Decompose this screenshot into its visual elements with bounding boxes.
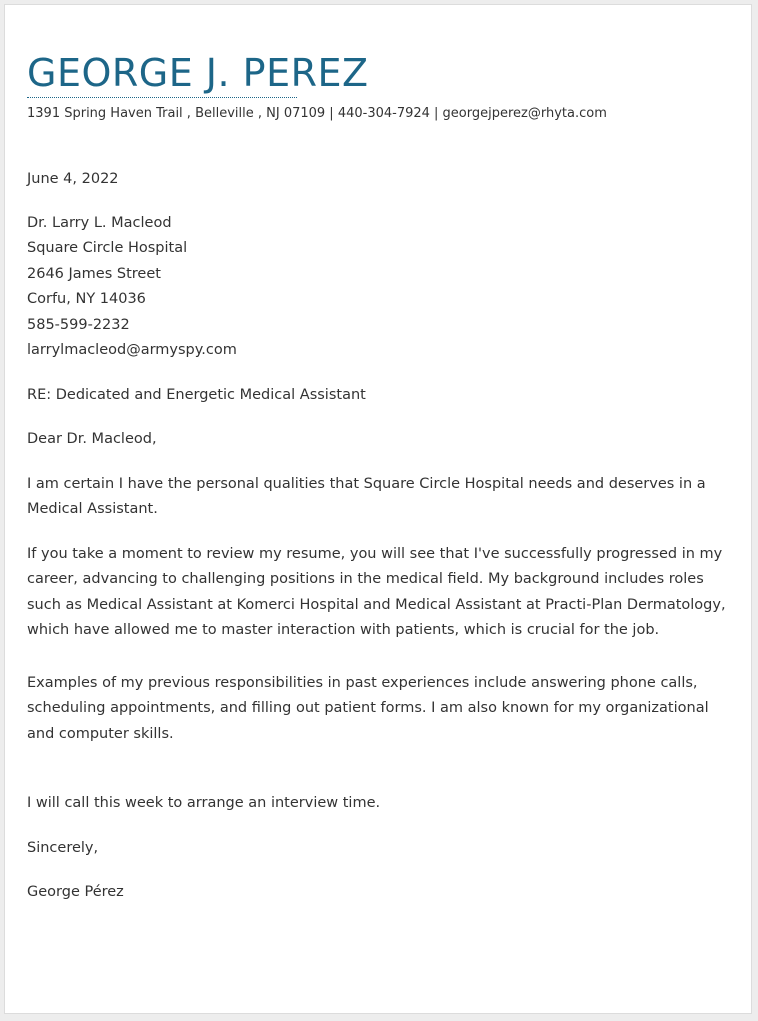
recipient-city: Corfu, NY 14036 (27, 291, 146, 307)
recipient-phone: 585-599-2232 (27, 316, 130, 333)
paragraph-intro: I am certain I have the personal qualities that Square Circle Hospital needs and deserves in a Medical Assistant. (27, 475, 706, 517)
recipient-name: Dr. Larry L. Macleod (27, 214, 172, 231)
applicant-name: GEORGE J. PEREZ (27, 51, 369, 95)
recipient-organization: Square Circle Hospital (27, 240, 188, 256)
letter-date: June 4, 2022 (27, 171, 119, 187)
salutation: Dear Dr. Macleod, (27, 431, 157, 447)
paragraph-responsibilities: Examples of my previous responsibilities in past experiences include answering phone calls, scheduling appointments, and filling out patient forms. I am also known for my organizational and computer skills. (27, 674, 709, 742)
recipient-email: larrylmacleod@armyspy.com (27, 342, 237, 358)
recipient-street: 2646 James Street (27, 265, 161, 282)
paragraph-call-to-action: I will call this week to arrange an interview time. (27, 795, 381, 811)
name-underline (27, 97, 297, 98)
closing: Sincerely, (27, 839, 99, 856)
paragraph-background: If you take a moment to review my resume, you will see that I've successfully progressed in my career, advancing to challenging positions in the medical field. My background includes roles such as Medical Assistant at Komerci Hospital and Medical Assistant at Practi-Plan Dermatology, which have allowed me to master interaction with patients, which is crucial for the job. (27, 545, 726, 638)
letter-body (27, 167, 739, 906)
cover-letter-page (4, 4, 752, 1014)
signature: George Pérez (27, 884, 124, 900)
contact-line: 1391 Spring Haven Trail , Belleville , NJ 07109 | 440-304-7924 | georgejperez@rhyta.com (27, 106, 607, 121)
recipient-block (27, 211, 739, 364)
subject-line: RE: Dedicated and Energetic Medical Assistant (27, 386, 366, 403)
